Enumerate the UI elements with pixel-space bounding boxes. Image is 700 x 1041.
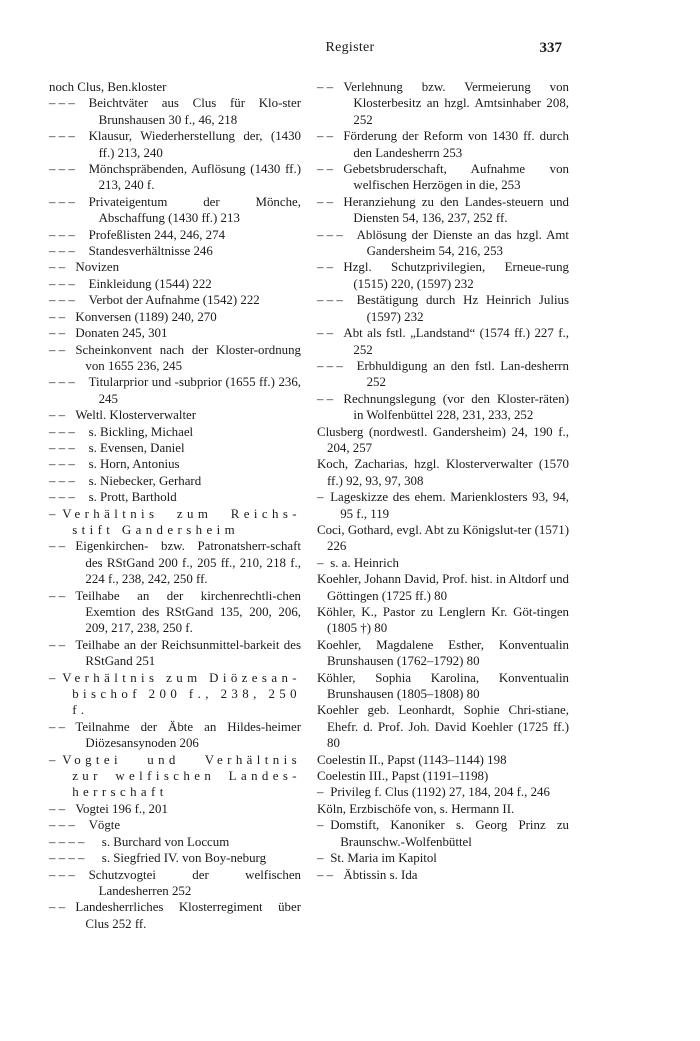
index-entry — [49, 440, 301, 456]
index-entry-dashes: – – – — [49, 473, 75, 488]
index-entry — [317, 227, 569, 260]
index-entry — [317, 358, 569, 391]
index-entry-text: s. Niebecker, Gerhard — [88, 473, 202, 488]
index-entry-dashes: – — [49, 752, 56, 767]
index-entry-dashes: – – – — [49, 293, 75, 308]
index-entry-dashes: – – — [49, 719, 66, 734]
index-entry-text: St. Maria im Kapitol — [330, 851, 437, 866]
index-entry-text: Weltl. Klosterverwalter — [75, 408, 197, 423]
index-entry — [49, 276, 301, 292]
index-entry — [317, 752, 569, 768]
index-entry — [317, 801, 569, 817]
index-entry-dashes: – – — [317, 129, 334, 144]
index-entry-dashes: – – – — [49, 424, 75, 439]
index-entry — [49, 538, 301, 587]
index-entry-dashes: – – — [49, 539, 66, 554]
index-entry-text: Standesverhältnisse 246 — [88, 244, 213, 259]
index-entry — [49, 473, 301, 489]
index-entry-text: Domstift, Kanoniker s. Georg Prinz zu Braunschw.-Wolfenbüttel — [330, 818, 569, 849]
index-entry — [317, 670, 569, 703]
index-entry-text: Bestätigung durch Hz Heinrich Julius (1597) 232 — [356, 293, 569, 324]
index-entry-dashes: – – – — [49, 375, 75, 390]
index-entry-text: Titularprior und -subprior (1655 ff.) 236, 245 — [88, 375, 301, 406]
index-entry — [49, 95, 301, 128]
index-entry — [49, 243, 301, 259]
index-entry — [49, 899, 301, 932]
index-entry-dashes: – – — [317, 162, 334, 177]
index-entry — [317, 702, 569, 751]
index-entry-dashes: – – – — [317, 358, 343, 373]
index-entry-dashes: – – – – — [49, 834, 85, 849]
index-entry — [49, 801, 301, 817]
index-entry — [317, 456, 569, 489]
index-entry-text: Ablösung der Dienste an das hzgl. Amt Gandersheim 54, 216, 253 — [356, 227, 569, 259]
index-entry — [317, 555, 569, 571]
index-entry-dashes: – – – — [49, 227, 75, 242]
index-entry-text: Landesherrliches Klosterregiment über Clus 252 ff. — [75, 900, 301, 931]
index-entry-text: Teilhabe an der Reichsunmittel-barkeit des RStGand 251 — [75, 637, 301, 669]
index-entry-text: Novizen — [75, 260, 120, 275]
index-entry — [49, 670, 301, 719]
index-entry-text: s. Evensen, Daniel — [88, 440, 185, 455]
index-entry-dashes: – – – — [317, 293, 343, 308]
index-entry-dashes: – – – — [49, 457, 75, 472]
index-entry — [49, 834, 301, 850]
index-entry-dashes: – — [49, 506, 56, 521]
index-entry — [317, 325, 569, 358]
index-entry-dashes: – — [317, 555, 324, 570]
index-entry — [49, 128, 301, 161]
index-entry-dashes: – — [49, 670, 56, 685]
index-entry-text: noch Clus, Ben.kloster — [49, 80, 167, 94]
index-entry-text: s. Burchard von Loccum — [101, 834, 230, 849]
index-entry — [317, 817, 569, 850]
index-entry-dashes: – – — [49, 309, 66, 324]
index-entry-text: Köln, Erzbischöfe von, s. Hermann II. — [317, 801, 515, 816]
index-entry-text: Köhler, Sophia Karolina, Konventualin Brunshausen (1805–1808) 80 — [317, 670, 569, 702]
index-entry — [317, 292, 569, 325]
index-entry-text: Schutzvogtei der welfischen Landesherren 252 — [88, 867, 301, 898]
index-entry-text: Gebetsbruderschaft, Aufnahme von welfischen Herzögen in die, 253 — [343, 162, 569, 193]
index-entry — [49, 259, 301, 275]
index-entry-dashes: – – — [49, 260, 66, 275]
index-column-left — [49, 79, 301, 932]
index-entry — [317, 194, 569, 227]
index-entry-text: Verhältnis zum Diözesan-bischof 200 f., 238, 250 f. — [62, 670, 301, 718]
index-entry — [49, 194, 301, 227]
index-entry — [49, 489, 301, 505]
index-entry — [49, 456, 301, 472]
index-entry — [49, 407, 301, 423]
index-entry — [49, 637, 301, 670]
index-entry-text: Vögte — [88, 818, 121, 833]
index-entry-text: Privileg f. Clus (1192) 27, 184, 204 f., 246 — [330, 785, 550, 800]
index-entry-text: Koehler, Magdalene Esther, Konventualin Brunshausen (1762–1792) 80 — [317, 637, 569, 669]
index-entry — [49, 867, 301, 900]
index-entry-text: Donaten 245, 301 — [75, 326, 168, 341]
index-entry-dashes: – – — [317, 326, 334, 341]
index-entry-text: Profeßlisten 244, 246, 274 — [88, 227, 226, 242]
index-entry — [317, 850, 569, 866]
index-entry-dashes: – – – — [49, 194, 75, 209]
index-entry — [317, 768, 569, 784]
index-entry-dashes: – – — [317, 80, 334, 94]
index-entry — [49, 309, 301, 325]
index-entry — [49, 374, 301, 407]
index-entry-dashes: – – – — [49, 276, 75, 291]
index-entry — [317, 259, 569, 292]
index-entry-dashes: – – – — [49, 818, 75, 833]
index-entry — [49, 506, 301, 539]
running-header-title: Register — [325, 40, 375, 55]
index-entry-text: Äbtissin s. Ida — [343, 867, 418, 882]
index-entry-text: Lageskizze des ehem. Marienklosters 93, 94, 95 f., 119 — [330, 490, 569, 521]
index-entry — [49, 79, 301, 95]
index-entry-dashes: – – – — [49, 490, 75, 505]
index-entry — [49, 424, 301, 440]
index-entry-text: Teilnahme der Äbte an Hildes-heimer Diözesansynoden 206 — [75, 719, 301, 751]
index-entry-text: Clusberg (nordwestl. Gandersheim) 24, 190 f., 204, 257 — [317, 424, 569, 455]
index-column-right — [317, 79, 569, 883]
index-entry-dashes: – — [317, 490, 324, 505]
index-entry-dashes: – – — [317, 867, 334, 882]
index-entry-dashes: – – — [49, 801, 66, 816]
index-entry — [317, 867, 569, 883]
index-entry-text: Verlehnung bzw. Vermeierung von Klosterbesitz an hzgl. Amtsinhaber 208, 252 — [343, 80, 569, 127]
index-entry-dashes: – – — [49, 588, 66, 603]
index-entry — [49, 161, 301, 194]
index-entry-dashes: – – — [317, 391, 334, 406]
index-entry — [49, 227, 301, 243]
index-entry — [49, 752, 301, 801]
index-entry-text: Koch, Zacharias, hzgl. Klosterverwalter (1570 ff.) 92, 93, 97, 308 — [317, 457, 569, 488]
index-entry-text: Einkleidung (1544) 222 — [88, 276, 212, 291]
index-entry — [317, 424, 569, 457]
index-entry — [317, 604, 569, 637]
index-entry-text: Förderung der Reform von 1430 ff. durch den Landesherrn 253 — [343, 129, 569, 160]
index-entry-dashes: – – – — [317, 227, 343, 242]
index-entry-text: s. Siegfried IV. von Boy-neburg — [101, 851, 267, 866]
index-entry-text: Coci, Gothard, evgl. Abt zu Königslut-ter (1571) 226 — [317, 522, 569, 554]
index-entry-text: Coelestin II., Papst (1143–1144) 198 — [317, 752, 507, 767]
index-entry-text: Rechnungslegung (vor den Kloster-räten) in Wolfenbüttel 228, 231, 233, 252 — [343, 391, 569, 423]
index-entry-text: s. Prott, Barthold — [88, 490, 177, 505]
index-entry-dashes: – – — [49, 900, 66, 915]
index-entry-text: Koehler geb. Leonhardt, Sophie Chri-stiane, Ehefr. d. Prof. Joh. David Koehler (1725 ff.) 80 — [317, 703, 569, 751]
index-entry — [317, 571, 569, 604]
index-entry-dashes: – – — [49, 408, 66, 423]
index-entry — [317, 79, 569, 128]
index-entry-dashes: – – — [49, 326, 66, 341]
index-entry-text: Teilhabe an der kirchenrechtli-chen Exemtion des RStGand 135, 200, 206, 209, 217, 238, 250 f. — [75, 588, 301, 636]
index-entry-text: Verbot der Aufnahme (1542) 222 — [88, 293, 260, 308]
index-entry-text: Abt als fstl. „Landstand“ (1574 ff.) 227 f., 252 — [343, 326, 569, 357]
index-entry-text: Hzgl. Schutzprivilegien, Erneue-rung (1515) 220, (1597) 232 — [343, 260, 569, 291]
index-entry — [49, 850, 301, 866]
index-entry — [317, 522, 569, 555]
index-entry — [317, 637, 569, 670]
page-number: 337 — [539, 40, 562, 56]
index-entry-text: Konversen (1189) 240, 270 — [75, 309, 217, 324]
index-entry — [49, 719, 301, 752]
index-entry — [317, 161, 569, 194]
index-entry-text: s. a. Heinrich — [330, 555, 399, 570]
index-entry-dashes: – — [317, 785, 324, 800]
index-entry-dashes: – – – — [49, 244, 75, 259]
index-entry-text: Vogtei 196 f., 201 — [75, 801, 168, 816]
index-entry — [317, 391, 569, 424]
index-entry-dashes: – — [317, 851, 324, 866]
index-entry-dashes: – – – — [49, 440, 75, 455]
index-entry-dashes: – – – – — [49, 851, 85, 866]
index-entry-text: Mönchspräbenden, Auflösung (1430 ff.) 213, 240 f. — [88, 162, 301, 193]
index-entry — [317, 128, 569, 161]
index-entry — [49, 342, 301, 375]
index-entry-dashes: – – — [317, 194, 334, 209]
index-entry-text: Vogtei und Verhältnis zur welfischen Landes-herrschaft — [62, 752, 301, 800]
index-entry-dashes: – – – — [49, 129, 75, 144]
index-entry — [317, 784, 569, 800]
index-entry — [49, 588, 301, 637]
index-entry — [49, 325, 301, 341]
index-entry-text: Scheinkonvent nach der Kloster-ordnung von 1655 236, 245 — [75, 342, 301, 373]
index-entry-dashes: – – — [49, 342, 66, 357]
index-entry — [317, 489, 569, 522]
index-entry-dashes: – — [317, 818, 324, 833]
index-entry — [49, 817, 301, 833]
index-entry-dashes: – – – — [49, 96, 75, 111]
index-entry-text: Coelestin III., Papst (1191–1198) — [317, 769, 489, 784]
index-entry-text: s. Bickling, Michael — [88, 424, 194, 439]
index-entry-text: Beichtväter aus Clus für Klo-ster Brunshausen 30 f., 46, 218 — [88, 96, 301, 127]
index-entry-text: Klausur, Wiederherstellung der, (1430 ff.) 213, 240 — [88, 129, 301, 160]
index-entry-text: Eigenkirchen- bzw. Patronatsherr-schaft des RStGand 200 f., 205 ff., 210, 218 f., 224 f., 238, 242, 250 ff. — [75, 539, 301, 587]
index-entry-dashes: – – – — [49, 867, 75, 882]
index-entry — [49, 292, 301, 308]
index-entry-text: Koehler, Johann David, Prof. hist. in Altdorf und Göttingen (1725 ff.) 80 — [317, 572, 569, 603]
index-entry-dashes: – – – — [49, 162, 75, 177]
index-entry-text: Heranziehung zu den Landes-steuern und Diensten 54, 136, 237, 252 ff. — [343, 194, 569, 226]
index-entry-dashes: – – — [49, 637, 66, 652]
index-entry-text: Köhler, K., Pastor zu Lenglern Kr. Göt-tingen (1805 †) 80 — [317, 605, 569, 636]
index-entry-dashes: – – — [317, 260, 334, 275]
index-entry-text: Privateigentum der Mönche, Abschaffung (1430 ff.) 213 — [88, 194, 301, 226]
index-entry-text: Verhältnis zum Reichs-stift Gandersheim — [62, 506, 301, 537]
index-entry-text: Erbhuldigung an den fstl. Lan-desherrn 252 — [356, 358, 569, 390]
index-entry-text: s. Horn, Antonius — [88, 457, 180, 472]
